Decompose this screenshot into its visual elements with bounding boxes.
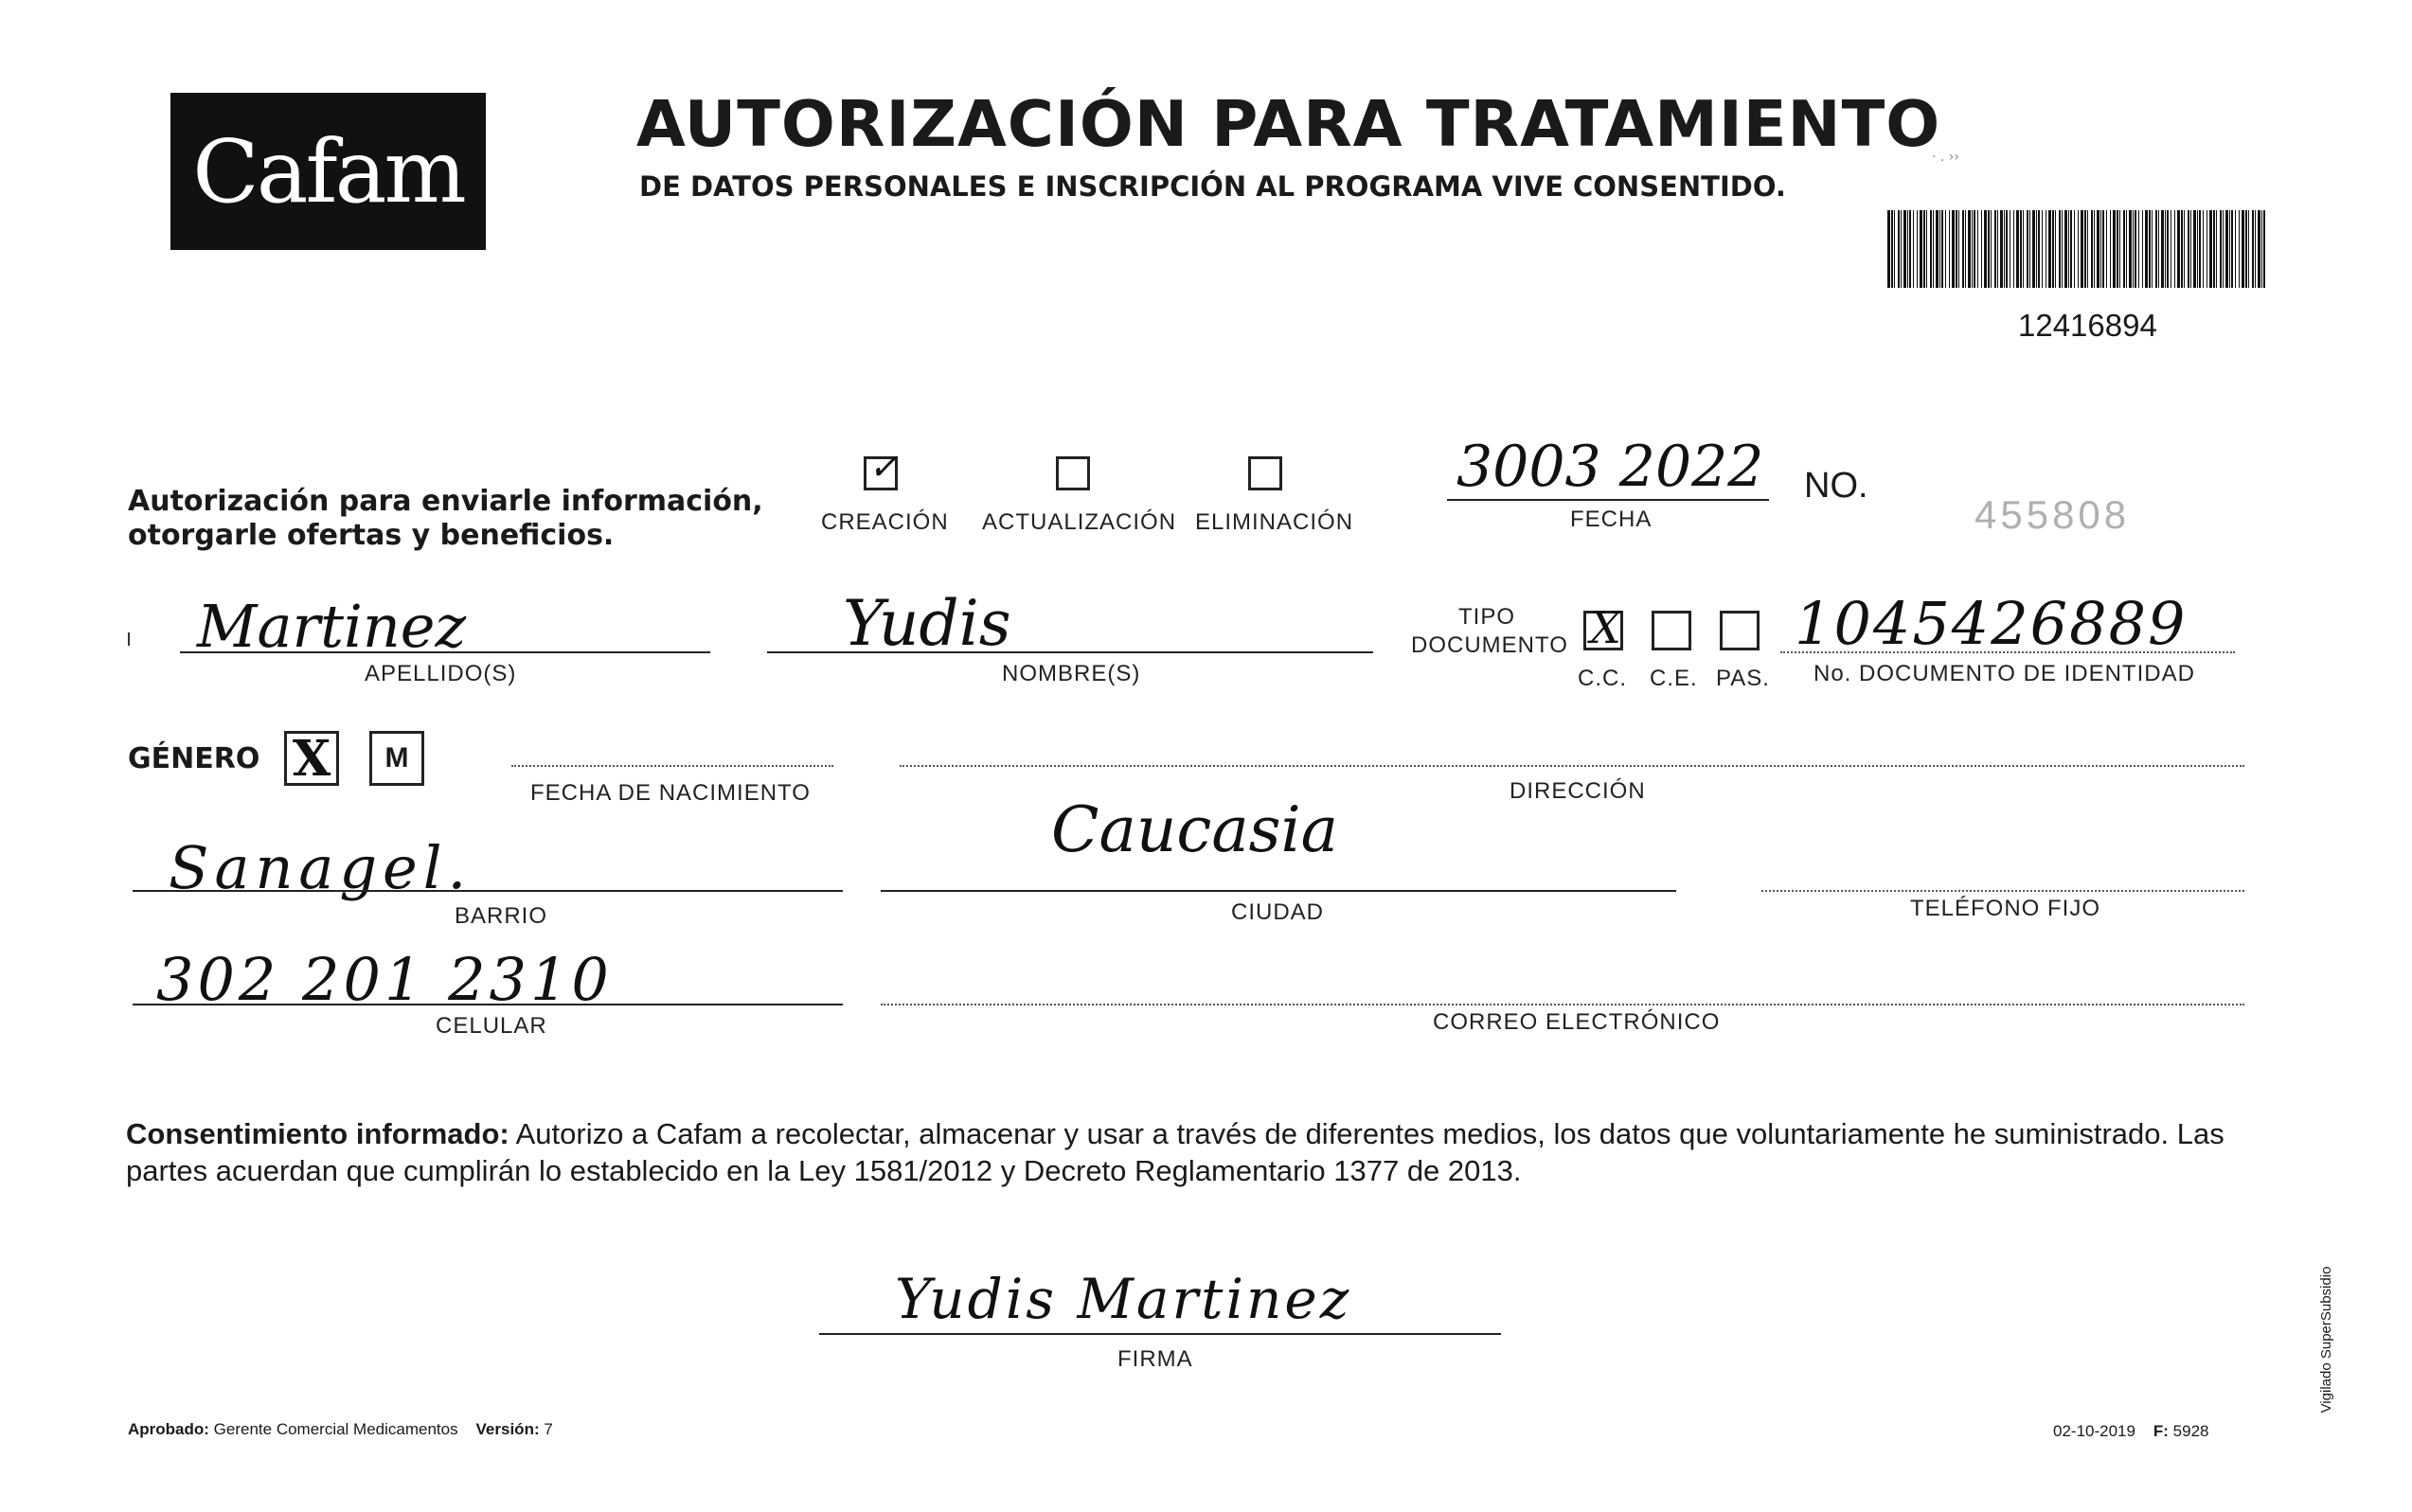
barcode-bar [1997, 210, 1998, 288]
fecha-nacimiento-label: FECHA DE NACIMIENTO [530, 780, 811, 806]
tick [128, 632, 130, 646]
barcode-bar [2225, 210, 2228, 288]
barcode-bar [1956, 210, 1957, 288]
barcode-bar [2042, 210, 2043, 288]
documento-label: No. DOCUMENTO DE IDENTIDAD [1813, 661, 2195, 686]
barcode-bar [2135, 210, 2136, 288]
option-label-creacion: CREACIÓN [821, 509, 949, 535]
barcode-bar [2190, 210, 2191, 288]
barcode-bar [2181, 210, 2183, 288]
celular-line [133, 1004, 843, 1005]
barcode-bar [2252, 210, 2254, 288]
barcode-bar [2004, 210, 2005, 288]
consent-heading: Consentimiento informado: [126, 1117, 509, 1150]
barcode-bar [1907, 210, 1908, 288]
barcode-bar [2094, 210, 2095, 288]
barcode-bar [1903, 210, 1906, 288]
ciudad-label: CIUDAD [1231, 899, 1325, 925]
barcode-bar [2152, 210, 2153, 288]
form-label: F: [2153, 1422, 2169, 1440]
barcode-bar [2184, 210, 2185, 288]
fecha-value[interactable]: 3003 2022 [1456, 434, 1764, 500]
barcode-bar [2038, 210, 2040, 288]
barcode-bar [2161, 210, 2164, 288]
barcode-bar [1891, 210, 1893, 288]
option-label-actualizacion: ACTUALIZACIÓN [982, 509, 1177, 535]
documento-value[interactable]: 1045426889 [1795, 589, 2188, 658]
no-value: 455808 [1974, 492, 2131, 537]
barrio-line [133, 890, 843, 892]
barcode-bar [2248, 210, 2249, 288]
supersubsidio-mark [2292, 1231, 2334, 1449]
barcode-bar [2220, 210, 2222, 288]
barcode-bar [2197, 210, 2198, 288]
correo-line [881, 1004, 2244, 1005]
signature-value[interactable]: Yudis Martinez [895, 1267, 1352, 1331]
aprobado-label: Aprobado: [128, 1420, 209, 1438]
barcode-bar [2158, 210, 2159, 288]
barcode-bar [2245, 210, 2247, 288]
barcode-bar [1962, 210, 1964, 288]
barcode-bar [1972, 210, 1973, 288]
barcode-bar [2027, 210, 2028, 288]
gender-f-mark: X [292, 729, 331, 788]
footer-date-value: 02-10-2019 [2053, 1422, 2135, 1440]
barcode-bar [1977, 210, 1978, 288]
direccion-line [900, 765, 2244, 767]
barcode-bar [2258, 210, 2260, 288]
barcode-bar [2100, 210, 2101, 288]
celular-label: CELULAR [436, 1013, 547, 1039]
checkbox-eliminacion[interactable] [1248, 456, 1282, 490]
authorization-label-line1: Autorización para enviarle información, [128, 485, 763, 518]
barcode-bar [2155, 210, 2157, 288]
checkbox-creacion[interactable] [864, 446, 899, 490]
barcode-bar [1909, 210, 1911, 288]
barcode-bar [2231, 210, 2233, 288]
checkbox-actualizacion[interactable] [1056, 456, 1090, 490]
gender-checkbox-f[interactable] [284, 731, 339, 786]
barcode-bar [2209, 210, 2212, 288]
barcode-bar [2110, 210, 2111, 288]
barcode-bar [2055, 210, 2056, 288]
barcode-bar [2167, 210, 2169, 288]
barcode-bar [2261, 210, 2262, 288]
barcode-bar [2203, 210, 2204, 288]
barcode-bar [2029, 210, 2030, 288]
barcode-bar [2145, 210, 2148, 288]
celular-value[interactable]: 302 201 2310 [156, 945, 613, 1014]
barcode-bar [1887, 210, 1890, 288]
barcode-bar [2084, 210, 2086, 288]
scan-mark: · . ›› [1932, 150, 1959, 165]
checkbox-cc[interactable] [1583, 602, 1623, 653]
documento-line [1780, 651, 2235, 653]
barcode-bar [1958, 210, 1959, 288]
authorization-label-line2: otorgarle ofertas y beneficios. [128, 519, 615, 552]
barcode-bar [2255, 210, 2256, 288]
barcode-bar [2142, 210, 2143, 288]
barcode-bar [1933, 210, 1934, 288]
barcode-bar [2126, 210, 2127, 288]
barcode-bar [2133, 210, 2134, 288]
barcode-bar [2177, 210, 2180, 288]
fecha-line [1447, 499, 1769, 501]
ciudad-value[interactable]: Caucasia [1051, 793, 1338, 866]
fecha-label: FECHA [1570, 507, 1653, 532]
barcode-bar [1939, 210, 1940, 288]
barcode-bar [1952, 210, 1955, 288]
barrio-label: BARRIO [455, 903, 548, 929]
barcode-bar [1974, 210, 1975, 288]
aprobado-value: Gerente Comercial Medicamentos [213, 1420, 458, 1438]
barcode-bar [2149, 210, 2151, 288]
gender-checkbox-m[interactable]: M [369, 731, 424, 786]
check-mark-icon: ✓ [868, 446, 899, 488]
barcode-bar [1930, 210, 1932, 288]
barcode-bar [1968, 210, 1971, 288]
barcode-bar [2006, 210, 2008, 288]
barcode-bar [1923, 210, 1925, 288]
genero-label: GÉNERO [128, 742, 260, 775]
barcode-bar [2078, 210, 2079, 288]
barcode-bar [2087, 210, 2088, 288]
form-title: AUTORIZACIÓN PARA TRATAMIENTO [636, 87, 1941, 161]
barcode-bar [2000, 210, 2003, 288]
barcode-bar [1981, 210, 1982, 288]
doc-type-label-cc: C.C. [1578, 666, 1627, 691]
barcode-bar [2048, 210, 2051, 288]
barcode-bar [1941, 210, 1943, 288]
correo-label: CORREO ELECTRÓNICO [1433, 1009, 1721, 1035]
barcode-bar [2223, 210, 2224, 288]
telefono-label: TELÉFONO FIJO [1910, 896, 2101, 921]
barcode-bar [1965, 210, 1966, 288]
barcode-bar [1991, 210, 1992, 288]
barcode-bar [2068, 210, 2069, 288]
barcode-bar [2102, 210, 2104, 288]
barcode-number: 12416894 [2018, 308, 2157, 343]
barcode-bar [1917, 210, 1918, 288]
barcode-bar [2064, 210, 2067, 288]
tipo-documento-label-2: DOCUMENTO [1411, 632, 1568, 658]
barcode-bar [2229, 210, 2230, 288]
barcode-bar [1936, 210, 1939, 288]
cafam-logo: Cafam [170, 93, 486, 250]
consent-text: Autorizo a Cafam a recolectar, almacenar y usar a través de diferentes medios, los datos que voluntariamente he suministrado. Las partes acuerdan que cumplirán lo establecido en la Ley 1581/2012 y Decreto Reglamentario 1377 de 2013. [126, 1117, 2224, 1187]
apellidos-label: APELLIDO(S) [365, 661, 517, 686]
barcode-bar [2074, 210, 2075, 288]
fecha-nacimiento-line [511, 765, 833, 767]
barcode-bar [2138, 210, 2139, 288]
barcode-bar [2081, 210, 2083, 288]
signature-label: FIRMA [1117, 1346, 1193, 1372]
barcode-bar [1945, 210, 1946, 288]
form-subtitle: DE DATOS PERSONALES E INSCRIPCIÓN AL PROGRAMA VIVE CONSENTIDO. [639, 170, 1786, 203]
form-value: 5928 [2172, 1422, 2209, 1440]
nombres-label: NOMBRE(S) [1002, 661, 1141, 686]
apellidos-line [180, 651, 710, 653]
side-text: Vigilado SuperSubsidio [2318, 1266, 2334, 1414]
telefono-line [1761, 890, 2244, 892]
barcode-bar [2113, 210, 2116, 288]
signature-line [819, 1333, 1501, 1335]
barcode-bar [1913, 210, 1914, 288]
no-label: NO. [1804, 466, 1868, 506]
footer-date [2053, 1422, 2208, 1441]
barcode-bar [1984, 210, 1987, 288]
consent-paragraph [126, 1115, 2228, 1189]
barcode-bar [2119, 210, 2120, 288]
barcode-bar [1898, 210, 1900, 288]
barcode-bar [1920, 210, 1922, 288]
barcode-bar [1994, 210, 1996, 288]
checkbox-ce[interactable] [1652, 611, 1691, 650]
ciudad-line [881, 890, 1676, 892]
option-label-eliminacion: ELIMINACIÓN [1195, 509, 1354, 535]
barcode-bar [2242, 210, 2244, 288]
checkbox-pas[interactable] [1720, 611, 1760, 650]
barcode-bar [2023, 210, 2024, 288]
barcode-bar [2239, 210, 2240, 288]
barcode-icon [1887, 210, 2266, 288]
barcode-bar [2193, 210, 2196, 288]
barcode-bar [2020, 210, 2022, 288]
tipo-documento-label-1: TIPO [1458, 604, 1516, 630]
barcode-bar [2235, 210, 2236, 288]
apellidos-value[interactable]: Martinez [197, 592, 467, 661]
barcode-bar [2036, 210, 2037, 288]
barcode-bar [2059, 210, 2061, 288]
doc-type-label-ce: C.E. [1650, 666, 1698, 691]
barcode-bar [1894, 210, 1895, 288]
barcode-bar [2070, 210, 2072, 288]
barcode-bar [2032, 210, 2035, 288]
barcode-bar [1949, 210, 1950, 288]
direccion-label: DIRECCIÓN [1510, 778, 1646, 804]
barcode-bar [2097, 210, 2099, 288]
barrio-value[interactable]: Sanagel. [169, 833, 473, 902]
barcode-bar [2213, 210, 2215, 288]
nombres-line [767, 651, 1373, 653]
barcode-bar [2165, 210, 2166, 288]
version-value: 7 [544, 1420, 553, 1438]
barcode-bar [2199, 210, 2201, 288]
barcode-bar [2129, 210, 2132, 288]
barcode-bar [1988, 210, 1990, 288]
barcode-bar [1926, 210, 1927, 288]
barcode-bar [2062, 210, 2063, 288]
x-mark-icon: X [1590, 602, 1621, 653]
barcode-bar [2117, 210, 2118, 288]
footer-approval [128, 1420, 553, 1439]
barcode-bar [2091, 210, 2093, 288]
barcode-bar [2123, 210, 2125, 288]
barcode-bar [2216, 210, 2217, 288]
barcode-bar [2052, 210, 2054, 288]
barcode-bar [1901, 210, 1902, 288]
barcode-bar [2174, 210, 2175, 288]
barcode-bar [2106, 210, 2107, 288]
barcode-bar [2013, 210, 2014, 288]
barcode-bar [2016, 210, 2019, 288]
doc-type-label-pas: PAS. [1716, 666, 1770, 691]
version-label: Versión: [475, 1420, 540, 1438]
nombres-value[interactable]: Yudis [843, 587, 1011, 660]
barcode-bar [2188, 210, 2189, 288]
barcode-bar [2263, 210, 2265, 288]
